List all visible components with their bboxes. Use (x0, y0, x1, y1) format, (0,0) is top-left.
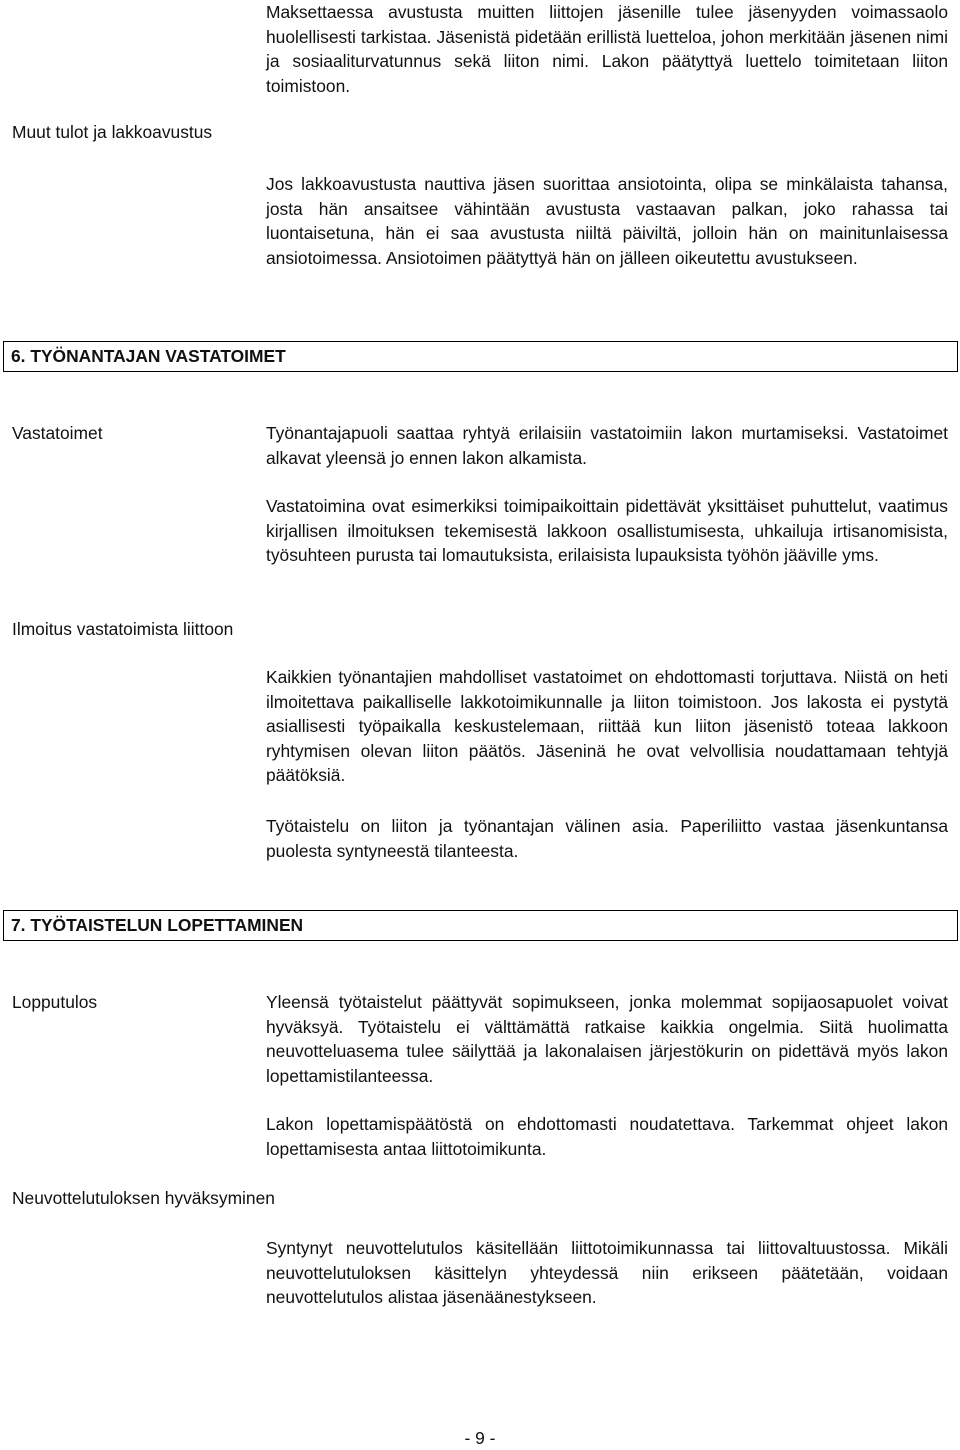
notification-paragraph-1: Kaikkien työnantajien mahdolliset vastatoimet on ehdottomasti torjuttava. Niistä on heti ilmoitettava paikalliselle lakkotoimikunnalle ja liiton toimistoon. Jos lakosta ei pystytä asiallisesti työpaikalla keskustelemaan, riittää kun liiton jäsenistö toteaa lakkoon ryhtymisen olevan liiton päätös. Jäseninä he ovat velvollisia noudattamaan tehtyjä päätöksiä. (266, 667, 948, 785)
approval-paragraph: Syntynyt neuvottelutulos käsitellään liittotoimikunnassa tai liittovaltuustossa. Mikäli neuvottelutuloksen käsittelyn yhteydessä niin erikseen päätetään, voidaan neuvottelutulos alistaa jäsenäänestykseen. (266, 1238, 948, 1307)
other-income-paragraph: Jos lakkoavustusta nauttiva jäsen suorittaa ansiotointa, olipa se minkälaista tahansa, josta hän ansaitsee vähintään avustusta vastaavan palkan, joko rahassa tai luontaisetuna, hän ei saa avustusta niiltä päiviltä, jolloin hän on mainitunlaisessa ansiotoimessa. Ansiotoimen päätyttyä hän on jälleen oikeutettu avustukseen. (266, 174, 948, 268)
approval-side-label: Neuvottelutuloksen hyväksyminen (12, 1188, 275, 1208)
notification-side-label: Ilmoitus vastatoimista liittoon (12, 619, 234, 639)
outcome-paragraph-2: Lakon lopettamispäätöstä on ehdottomasti noudatettava. Tarkemmat ohjeet lakon lopettamisesta antaa liittotoimikunta. (266, 1114, 948, 1159)
membership-verification-paragraph: Maksettaessa avustusta muitten liittojen jäsenille tulee jäsenyyden voimassaolo huolellisesti tarkistaa. Jäsenistä pidetään erillistä luetteloa, johon merkitään jäsenen nimi ja sosiaaliturvatunnus sekä liiton nimi. Lakon päätyttyä luettelo toimitetaan liiton toimistoon. (266, 2, 948, 96)
countermeasures-paragraph-1: Työnantajapuoli saattaa ryhtyä erilaisiin vastatoimiin lakon murtamiseksi. Vastatoimet alkavat yleensä jo ennen lakon alkamista. (266, 423, 948, 468)
other-income-side-label: Muut tulot ja lakkoavustus (12, 122, 213, 142)
section-6-heading: 6. TYÖNANTAJAN VASTATOIMET (3, 341, 958, 372)
section-7-heading: 7. TYÖTAISTELUN LOPETTAMINEN (3, 910, 958, 941)
page-number: - 9 - (464, 1428, 496, 1448)
countermeasures-side-label: Vastatoimet (12, 423, 103, 443)
outcome-paragraph-1: Yleensä työtaistelut päättyvät sopimukseen, jonka molemmat sopijaosapuolet voivat hyväksyä. Työtaistelu ei välttämättä ratkaise kaikkia ongelmia. Siitä huolimatta neuvotteluasema tulee säilyttää ja lakonalaisen järjestökurin on pidettävä myös lakon lopettamistilanteessa. (266, 992, 948, 1086)
notification-paragraph-2: Työtaistelu on liiton ja työnantajan välinen asia. Paperiliitto vastaa jäsenkuntansa puolesta syntyneestä tilanteesta. (266, 816, 948, 861)
outcome-side-label: Lopputulos (12, 992, 98, 1012)
countermeasures-paragraph-2: Vastatoimina ovat esimerkiksi toimipaikoittain pidettävät yksittäiset puhuttelut, vaatimus kirjallisen ilmoituksen tekemisestä lakkoon osallistumisesta, uhkailuja irtisanomisista, työsuhteen purusta tai lomautuksista, erilaisista lupauksista työhön jääville yms. (266, 496, 948, 565)
